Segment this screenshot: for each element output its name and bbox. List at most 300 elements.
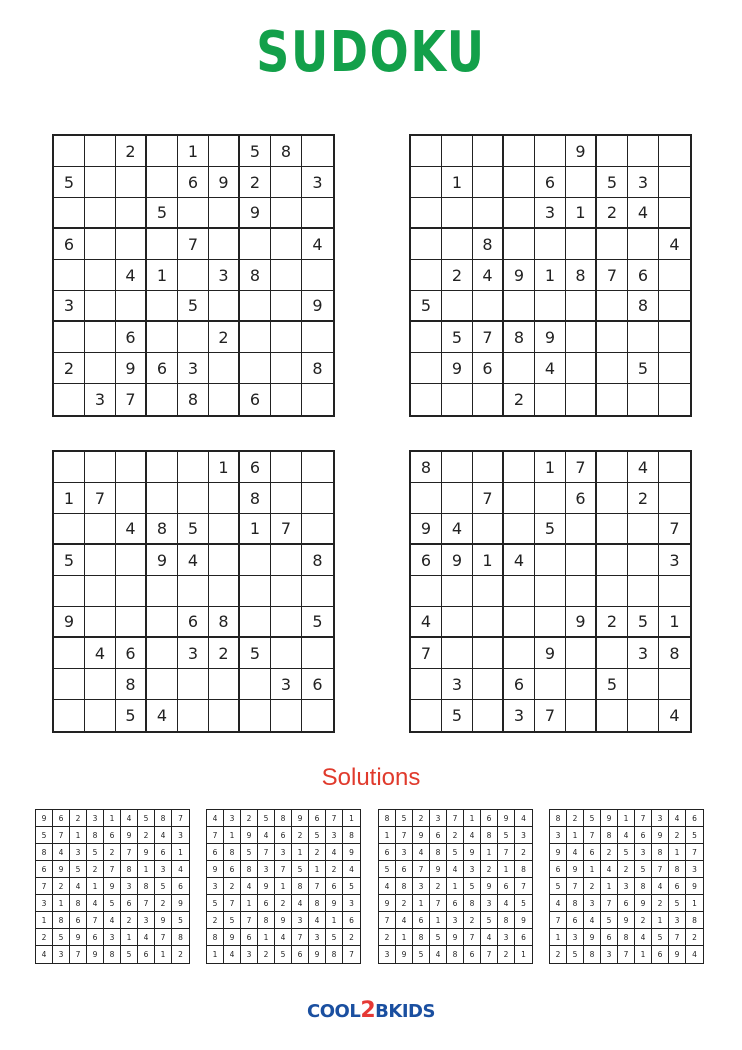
- sudoku-cell: 4: [172, 861, 189, 878]
- sudoku-cell: [442, 229, 473, 260]
- sudoku-cell: 9: [447, 929, 464, 946]
- sudoku-cell: 9: [292, 810, 309, 827]
- sudoku-cell: 4: [652, 878, 669, 895]
- sudoku-cell: 4: [692, 950, 697, 959]
- sudoku-cell: 8: [326, 946, 343, 963]
- sudoku-cell: [473, 167, 504, 198]
- sudoku-cell: 8: [635, 878, 652, 895]
- sudoku-cell: [54, 576, 85, 607]
- sudoku-cell: [411, 384, 442, 415]
- sudoku-cell: 3: [669, 912, 686, 929]
- sudoku-cell: [535, 669, 566, 700]
- sudoku-cell: 5: [116, 700, 147, 731]
- sudoku-cell: 6: [178, 167, 209, 198]
- sudoku-cell: 7: [481, 946, 498, 963]
- sudoku-cell: 7: [172, 810, 189, 827]
- sudoku-cell: 3: [155, 861, 172, 878]
- sudoku-cell: 8: [686, 912, 703, 929]
- sudoku-cell: 3: [584, 895, 601, 912]
- sudoku-cell: 2: [481, 861, 498, 878]
- sudoku-cell: 6: [413, 912, 430, 929]
- sudoku-cell: [473, 198, 504, 229]
- sudoku-cell: 1: [413, 895, 430, 912]
- sudoku-cell: 8: [302, 353, 333, 384]
- sudoku-cell: [271, 353, 302, 384]
- sudoku-cell: [240, 576, 271, 607]
- sudoku-cell: [535, 136, 566, 167]
- sudoku-cell: 1: [601, 878, 618, 895]
- sudoku-cell: 8: [498, 912, 515, 929]
- sudoku-cell: 3: [121, 878, 138, 895]
- sudoku-cell: 4: [447, 861, 464, 878]
- sudoku-cell: 6: [138, 946, 155, 963]
- sudoku-cell: [628, 229, 659, 260]
- sudoku-cell: [271, 198, 302, 229]
- sudoku-cell: 1: [121, 929, 138, 946]
- sudoku-cell: 9: [209, 167, 240, 198]
- sudoku-cell: 7: [515, 878, 532, 895]
- sudoku-cell: [473, 136, 504, 167]
- sudoku-cell: [597, 514, 628, 545]
- sudoku-cell: [116, 576, 147, 607]
- sudoku-cell: 7: [292, 929, 309, 946]
- sudoku-cell: [271, 638, 302, 669]
- sudoku-cell: 4: [567, 844, 584, 861]
- sudoku-cell: 4: [669, 810, 686, 827]
- sudoku-cell: [147, 607, 178, 638]
- sudoku-cell: [504, 291, 535, 322]
- sudoku-cell: 6: [258, 895, 275, 912]
- sudoku-cell: 5: [635, 861, 652, 878]
- sudoku-cell: 2: [550, 946, 567, 963]
- sudoku-puzzle-2: [409, 134, 692, 417]
- sudoku-cell: 3: [224, 810, 241, 827]
- sudoku-cell: 5: [147, 198, 178, 229]
- sudoku-cell: [240, 353, 271, 384]
- sudoku-cell: 8: [413, 929, 430, 946]
- sudoku-cell: 5: [597, 167, 628, 198]
- sudoku-cell: 8: [473, 229, 504, 260]
- sudoku-cell: 8: [567, 895, 584, 912]
- sudoku-cell: [85, 514, 116, 545]
- sudoku-cell: 1: [343, 810, 360, 827]
- sudoku-cell: 8: [396, 878, 413, 895]
- sudoku-cell: [442, 638, 473, 669]
- sudoku-cell: 6: [535, 167, 566, 198]
- sudoku-cell: 6: [172, 878, 189, 895]
- sudoku-cell: 2: [628, 483, 659, 514]
- sudoku-cell: [659, 669, 690, 700]
- sudoku-cell: 9: [241, 827, 258, 844]
- sudoku-cell: [535, 384, 566, 415]
- sudoku-cell: 6: [635, 827, 652, 844]
- sudoku-cell: [271, 260, 302, 291]
- sudoku-cell: 5: [172, 912, 189, 929]
- sudoku-cell: 4: [116, 260, 147, 291]
- sudoku-cell: [271, 483, 302, 514]
- sudoku-cell: 8: [258, 912, 275, 929]
- sudoku-cell: 3: [535, 198, 566, 229]
- sudoku-cell: 1: [498, 861, 515, 878]
- sudoku-cell: 5: [326, 929, 343, 946]
- sudoku-cell: 6: [379, 844, 396, 861]
- sudoku-cell: 4: [413, 844, 430, 861]
- sudoku-cell: [147, 291, 178, 322]
- sudoku-cell: 3: [447, 912, 464, 929]
- sudoku-cell: [302, 384, 333, 415]
- sudoku-cell: 7: [411, 638, 442, 669]
- sudoku-cell: 2: [515, 844, 532, 861]
- sudoku-cell: 9: [116, 353, 147, 384]
- sudoku-cell: [147, 322, 178, 353]
- page-title: SUDOKU: [256, 20, 486, 85]
- sudoku-cell: 5: [535, 514, 566, 545]
- sudoku-cell: 7: [275, 861, 292, 878]
- sudoku-cell: [85, 669, 116, 700]
- sudoku-cell: 4: [535, 353, 566, 384]
- sudoku-cell: 7: [535, 700, 566, 731]
- sudoku-solution-3: [378, 809, 533, 964]
- sudoku-cell: 7: [309, 878, 326, 895]
- sudoku-cell: 4: [85, 638, 116, 669]
- sudoku-cell: [411, 229, 442, 260]
- sudoku-cell: 6: [121, 895, 138, 912]
- sudoku-cell: 5: [104, 895, 121, 912]
- sudoku-cell: 6: [566, 483, 597, 514]
- sudoku-cell: 9: [258, 878, 275, 895]
- sudoku-cell: [504, 576, 535, 607]
- sudoku-cell: [535, 545, 566, 576]
- sudoku-cell: 2: [635, 912, 652, 929]
- sudoku-cell: 1: [430, 912, 447, 929]
- sudoku-cell: 6: [669, 878, 686, 895]
- sudoku-solution-2: [206, 809, 361, 964]
- sudoku-cell: 4: [224, 946, 241, 963]
- sudoku-cell: 1: [379, 827, 396, 844]
- sudoku-cell: 4: [116, 514, 147, 545]
- sudoku-cell: 8: [53, 912, 70, 929]
- sudoku-cell: 7: [686, 844, 703, 861]
- sudoku-cell: [271, 291, 302, 322]
- sudoku-cell: [566, 545, 597, 576]
- sudoku-cell: [535, 229, 566, 260]
- sudoku-cell: 6: [686, 810, 703, 827]
- sudoku-cell: 3: [515, 827, 532, 844]
- sudoku-cell: 3: [628, 638, 659, 669]
- sudoku-puzzle-3: [52, 450, 335, 733]
- sudoku-cell: 4: [669, 706, 680, 725]
- sudoku-cell: [209, 514, 240, 545]
- sudoku-cell: 8: [241, 861, 258, 878]
- sudoku-cell: [85, 322, 116, 353]
- sudoku-cell: 9: [535, 322, 566, 353]
- sudoku-cell: 8: [430, 844, 447, 861]
- sudoku-cell: 3: [628, 167, 659, 198]
- sudoku-cell: 1: [584, 861, 601, 878]
- sudoku-cell: 9: [207, 861, 224, 878]
- sudoku-cell: [302, 322, 333, 353]
- sudoku-cell: [85, 198, 116, 229]
- sudoku-cell: [147, 384, 178, 415]
- sudoku-cell: 2: [343, 929, 360, 946]
- sudoku-cell: [628, 136, 659, 167]
- sudoku-cell: 9: [309, 946, 326, 963]
- sudoku-cell: 4: [464, 827, 481, 844]
- sudoku-cell: [628, 322, 659, 353]
- sudoku-cell: 2: [686, 929, 703, 946]
- sudoku-cell: 3: [178, 638, 209, 669]
- sudoku-cell: [566, 669, 597, 700]
- sudoku-cell: 4: [309, 912, 326, 929]
- sudoku-cell: 4: [498, 895, 515, 912]
- sudoku-cell: 3: [430, 810, 447, 827]
- sudoku-cell: 5: [601, 912, 618, 929]
- sudoku-cell: 5: [343, 878, 360, 895]
- sudoku-cell: [473, 452, 504, 483]
- sudoku-cell: 1: [686, 895, 703, 912]
- sudoku-cell: 7: [53, 827, 70, 844]
- sudoku-cell: [85, 576, 116, 607]
- sudoku-cell: 3: [241, 946, 258, 963]
- sudoku-cell: 8: [652, 844, 669, 861]
- sudoku-cell: 6: [481, 810, 498, 827]
- sudoku-cell: 5: [258, 810, 275, 827]
- sudoku-cell: [473, 384, 504, 415]
- sudoku-cell: 6: [116, 322, 147, 353]
- sudoku-cell: [271, 607, 302, 638]
- sudoku-solution-1: [35, 809, 190, 964]
- sudoku-cell: 7: [473, 483, 504, 514]
- sudoku-cell: 7: [349, 950, 354, 959]
- sudoku-cell: 3: [686, 861, 703, 878]
- sudoku-cell: 1: [309, 861, 326, 878]
- sudoku-cell: [147, 638, 178, 669]
- sudoku-cell: 2: [504, 384, 535, 415]
- sudoku-cell: 4: [635, 929, 652, 946]
- sudoku-cell: [85, 136, 116, 167]
- sudoku-cell: 4: [87, 895, 104, 912]
- sudoku-cell: [116, 291, 147, 322]
- sudoku-cell: 1: [535, 452, 566, 483]
- sudoku-cell: 4: [628, 452, 659, 483]
- sudoku-cell: [240, 291, 271, 322]
- sudoku-cell: [473, 607, 504, 638]
- sudoku-cell: 7: [36, 878, 53, 895]
- sudoku-cell: [116, 452, 147, 483]
- sudoku-cell: 9: [396, 946, 413, 963]
- sudoku-cell: 7: [326, 810, 343, 827]
- sudoku-cell: 9: [601, 810, 618, 827]
- sudoku-cell: 5: [54, 545, 85, 576]
- sudoku-cell: 2: [207, 912, 224, 929]
- sudoku-cell: 2: [209, 322, 240, 353]
- sudoku-cell: [473, 669, 504, 700]
- sudoku-cell: [178, 452, 209, 483]
- solutions-heading: Solutions: [321, 764, 421, 791]
- sudoku-cell: 6: [652, 946, 669, 963]
- sudoku-cell: [411, 198, 442, 229]
- sudoku-cell: 2: [258, 946, 275, 963]
- sudoku-cell: 8: [104, 946, 121, 963]
- sudoku-cell: [411, 322, 442, 353]
- sudoku-cell: [473, 514, 504, 545]
- sudoku-cell: [566, 322, 597, 353]
- sudoku-cell: 9: [138, 844, 155, 861]
- sudoku-cell: 4: [515, 810, 532, 827]
- sudoku-cell: [628, 384, 659, 415]
- sudoku-cell: 8: [628, 291, 659, 322]
- sudoku-cell: [442, 384, 473, 415]
- sudoku-cell: [411, 167, 442, 198]
- sudoku-cell: 2: [447, 827, 464, 844]
- sudoku-cell: 7: [550, 912, 567, 929]
- sudoku-cell: 2: [597, 607, 628, 638]
- sudoku-cell: 5: [396, 810, 413, 827]
- sudoku-cell: 3: [659, 545, 690, 576]
- sudoku-cell: [302, 576, 333, 607]
- sudoku-cell: [209, 229, 240, 260]
- sudoku-cell: [240, 607, 271, 638]
- sudoku-cell: 2: [597, 198, 628, 229]
- sudoku-cell: 9: [669, 946, 686, 963]
- sudoku-cell: [411, 483, 442, 514]
- sudoku-cell: 6: [411, 545, 442, 576]
- sudoku-cell: 6: [87, 929, 104, 946]
- sudoku-cell: [54, 700, 85, 731]
- sudoku-cell: 8: [302, 545, 333, 576]
- sudoku-cell: 5: [155, 878, 172, 895]
- sudoku-cell: 2: [442, 260, 473, 291]
- sudoku-cell: [178, 483, 209, 514]
- sudoku-cell: [566, 229, 597, 260]
- sudoku-cell: 1: [147, 260, 178, 291]
- sudoku-cell: 2: [70, 810, 87, 827]
- sudoku-cell: 3: [550, 827, 567, 844]
- sudoku-cell: 9: [566, 136, 597, 167]
- sudoku-cell: 8: [550, 810, 567, 827]
- sudoku-cell: 4: [138, 929, 155, 946]
- sudoku-cell: [271, 384, 302, 415]
- sudoku-cell: 8: [379, 810, 396, 827]
- sudoku-cell: 5: [292, 861, 309, 878]
- sudoku-cell: 9: [379, 895, 396, 912]
- sudoku-cell: 8: [601, 827, 618, 844]
- sudoku-cell: [85, 700, 116, 731]
- sudoku-cell: [535, 291, 566, 322]
- sudoku-cell: [442, 483, 473, 514]
- sudoku-cell: 3: [258, 861, 275, 878]
- sudoku-cell: 9: [326, 895, 343, 912]
- sudoku-cell: 8: [172, 929, 189, 946]
- sudoku-cell: 3: [209, 260, 240, 291]
- sudoku-cell: 3: [85, 384, 116, 415]
- sudoku-cell: 9: [54, 607, 85, 638]
- sudoku-cell: 2: [209, 638, 240, 669]
- sudoku-cell: 2: [104, 844, 121, 861]
- sudoku-cell: 7: [87, 912, 104, 929]
- sudoku-cell: 5: [584, 810, 601, 827]
- sudoku-cell: 9: [343, 844, 360, 861]
- sudoku-cell: 1: [54, 483, 85, 514]
- sudoku-cell: [566, 514, 597, 545]
- sudoku-cell: 6: [618, 895, 635, 912]
- sudoku-cell: 9: [635, 895, 652, 912]
- sudoku-cell: 9: [36, 810, 53, 827]
- sudoku-cell: [628, 514, 659, 545]
- sudoku-cell: [597, 136, 628, 167]
- sudoku-cell: 6: [498, 878, 515, 895]
- sudoku-cell: [85, 229, 116, 260]
- sudoku-cell: 4: [473, 260, 504, 291]
- sudoku-cell: 1: [566, 198, 597, 229]
- sudoku-cell: 8: [292, 878, 309, 895]
- sudoku-cell: [566, 576, 597, 607]
- sudoku-cell: 9: [240, 198, 271, 229]
- sudoku-cell: 3: [498, 929, 515, 946]
- sudoku-cell: 7: [659, 514, 690, 545]
- sudoku-cell: [54, 452, 85, 483]
- sudoku-cell: 4: [155, 827, 172, 844]
- sudoku-cell: 4: [302, 229, 333, 260]
- sudoku-cell: 5: [224, 912, 241, 929]
- sudoku-cell: [240, 322, 271, 353]
- sudoku-cell: 5: [70, 861, 87, 878]
- sudoku-cell: 4: [628, 198, 659, 229]
- sudoku-cell: 1: [224, 827, 241, 844]
- sudoku-cell: 6: [241, 929, 258, 946]
- sudoku-cell: [209, 576, 240, 607]
- sudoku-cell: 3: [53, 946, 70, 963]
- sudoku-cell: [54, 136, 85, 167]
- sudoku-cell: [628, 576, 659, 607]
- sudoku-cell: [85, 607, 116, 638]
- sudoku-cell: [504, 483, 535, 514]
- sudoku-cell: 6: [147, 353, 178, 384]
- sudoku-cell: 3: [343, 895, 360, 912]
- sudoku-cell: 5: [241, 844, 258, 861]
- sudoku-cell: 6: [628, 260, 659, 291]
- sudoku-cell: 5: [430, 929, 447, 946]
- logo-text-cool: COOL: [307, 1001, 361, 1022]
- sudoku-cell: [178, 260, 209, 291]
- sudoku-cell: 5: [498, 827, 515, 844]
- sudoku-cell: [659, 291, 690, 322]
- sudoku-cell: [504, 229, 535, 260]
- sudoku-cell: [302, 483, 333, 514]
- sudoku-cell: 9: [652, 827, 669, 844]
- sudoku-cell: [209, 198, 240, 229]
- sudoku-cell: [504, 452, 535, 483]
- sudoku-cell: [178, 669, 209, 700]
- sudoku-cell: 5: [240, 136, 271, 167]
- sudoku-cell: 3: [618, 878, 635, 895]
- sudoku-cell: [209, 483, 240, 514]
- sudoku-cell: 3: [207, 878, 224, 895]
- sudoku-cell: 7: [224, 895, 241, 912]
- sudoku-cell: [411, 353, 442, 384]
- sudoku-cell: 9: [121, 827, 138, 844]
- sudoku-cell: [271, 167, 302, 198]
- sudoku-cell: [628, 545, 659, 576]
- sudoku-cell: 8: [87, 827, 104, 844]
- sudoku-cell: [302, 638, 333, 669]
- sudoku-cell: 2: [601, 844, 618, 861]
- sudoku-cell: 9: [53, 861, 70, 878]
- sudoku-cell: 1: [326, 912, 343, 929]
- sudoku-cell: 6: [326, 878, 343, 895]
- sudoku-cell: 1: [535, 260, 566, 291]
- sudoku-cell: 2: [326, 861, 343, 878]
